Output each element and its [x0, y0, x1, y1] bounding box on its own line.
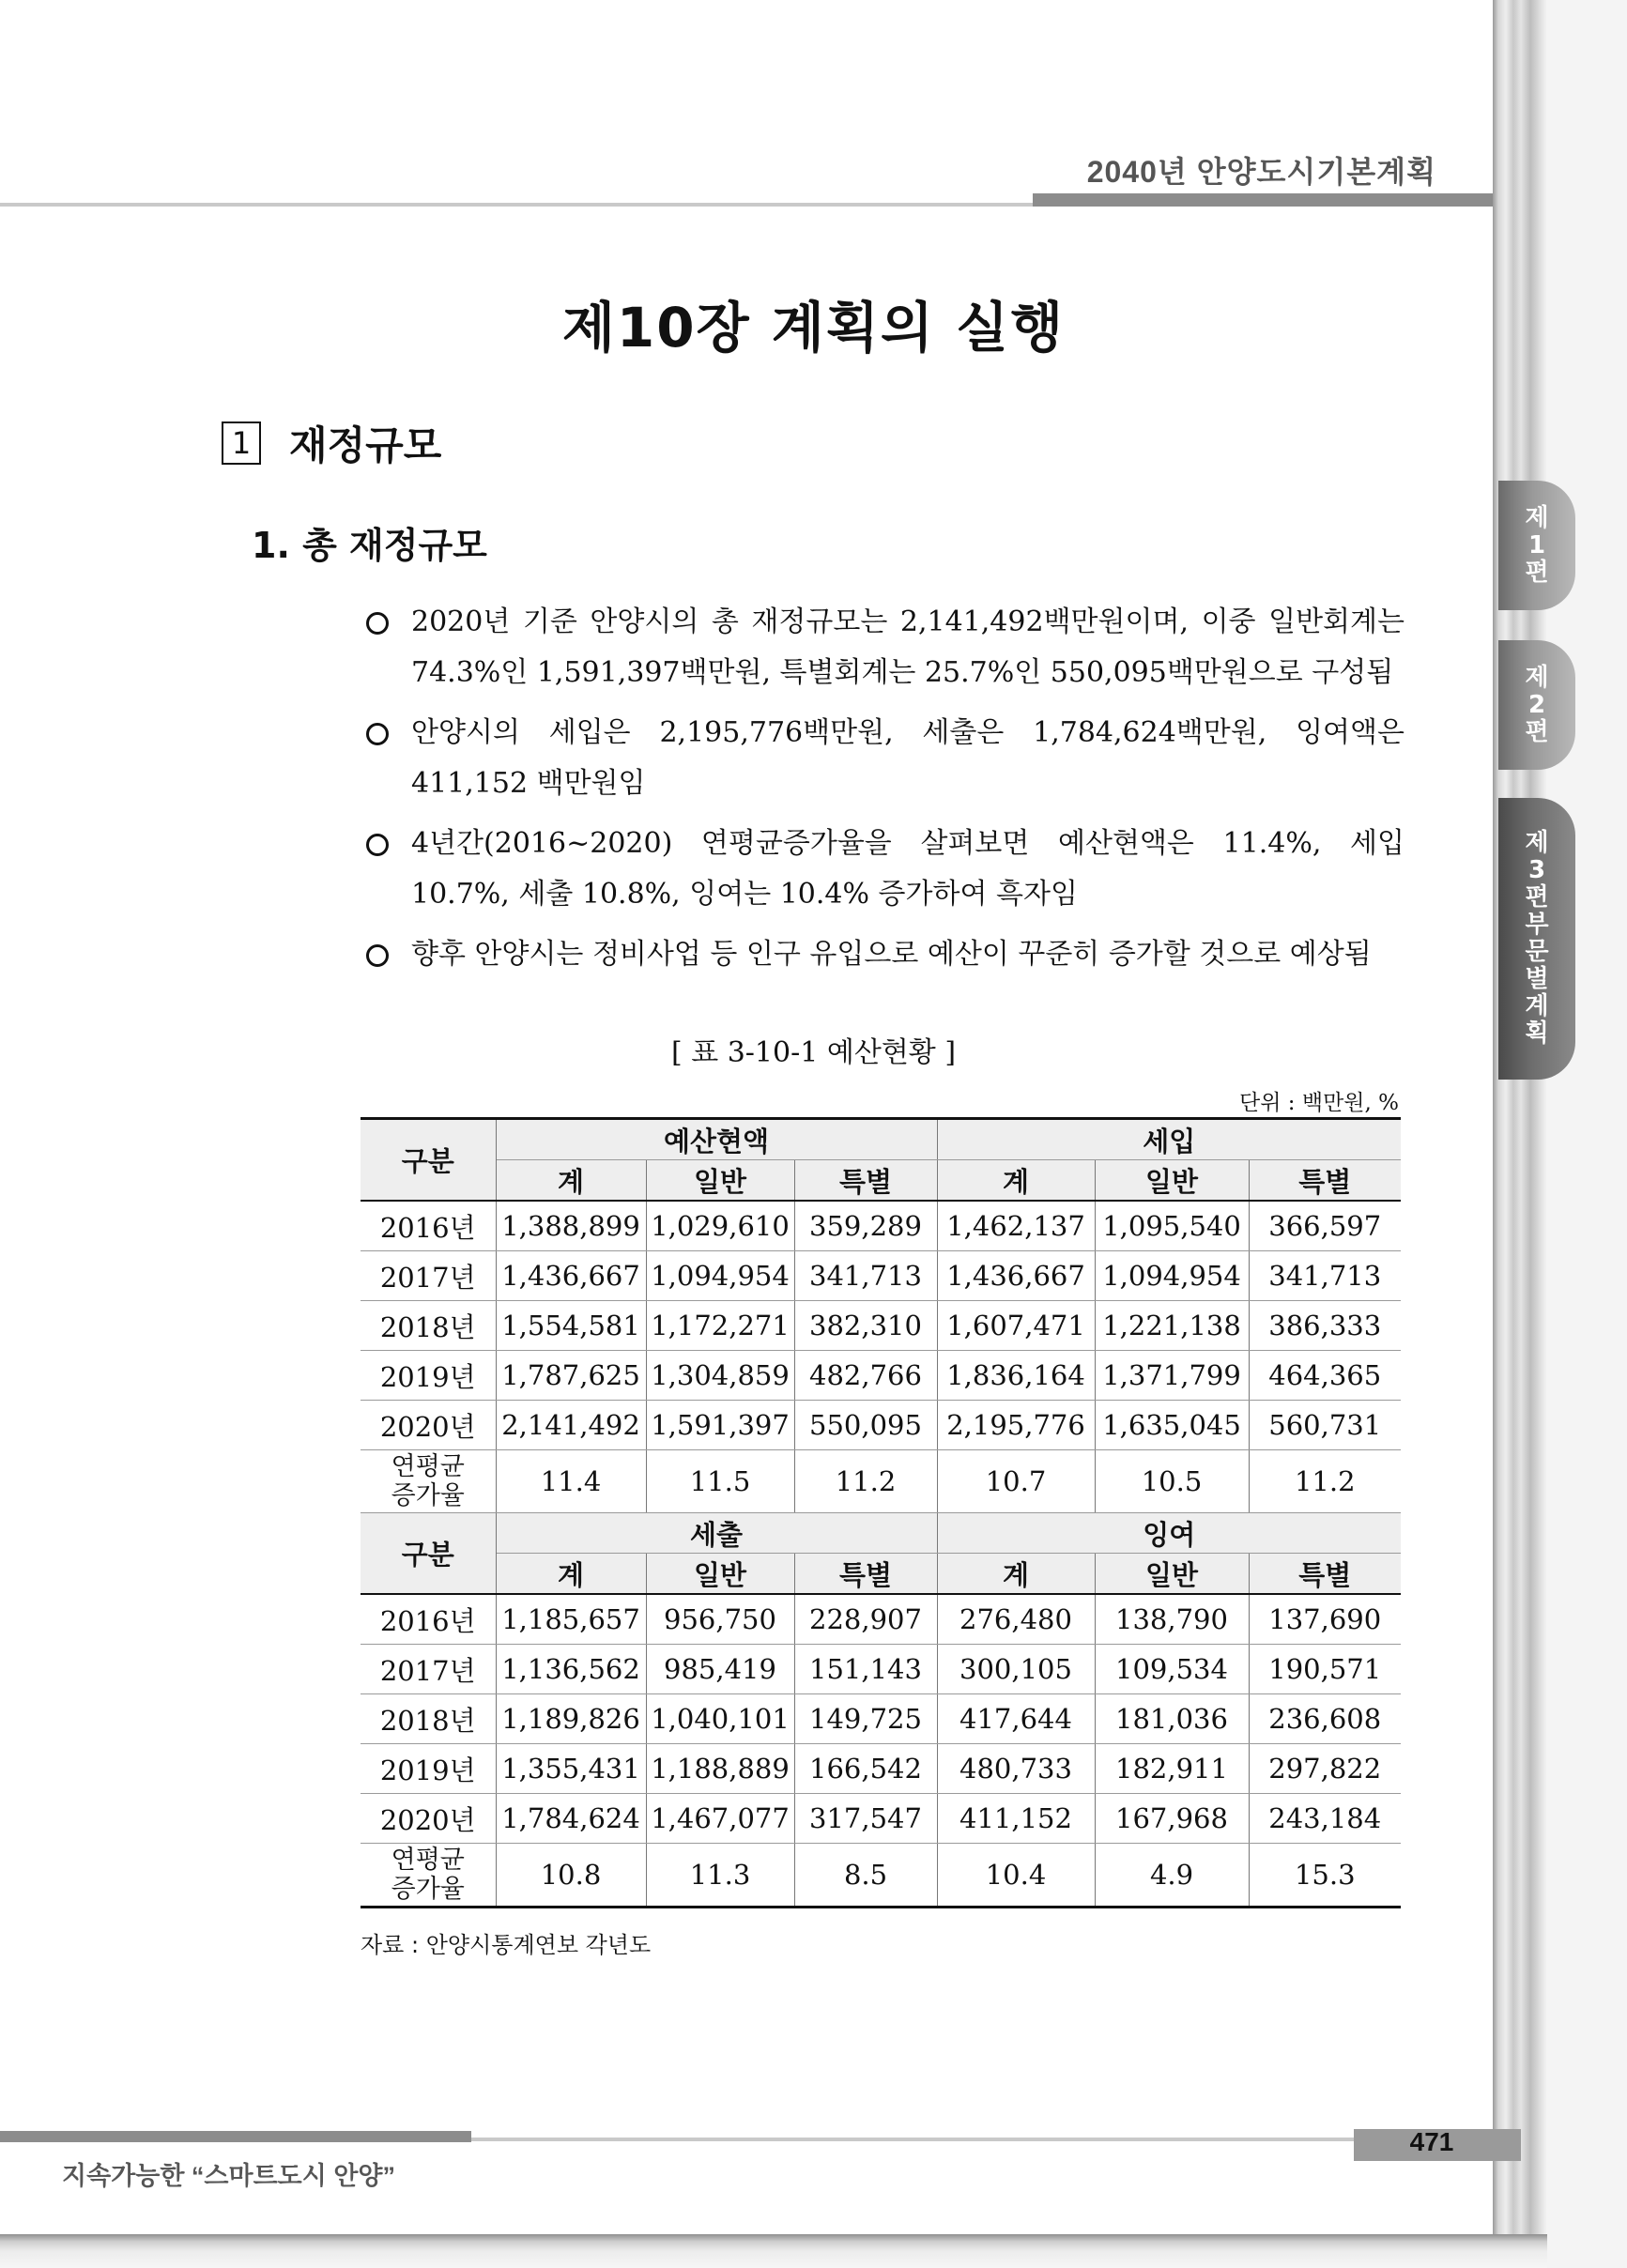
label-line: 증가율 — [391, 1481, 465, 1510]
table-cell: 10.4 — [937, 1844, 1095, 1908]
table-row — [361, 1694, 1401, 1744]
table-row — [361, 1401, 1401, 1450]
table-cell: 11.4 — [496, 1450, 646, 1513]
table-cell: 11.3 — [646, 1844, 794, 1908]
subheader-general: 일반 — [1095, 1554, 1249, 1595]
footer-rule — [471, 2138, 1354, 2141]
table-cell: 276,480 — [937, 1594, 1095, 1645]
row-label: 2016년 — [361, 1201, 496, 1251]
table-cell: 236,608 — [1249, 1694, 1401, 1744]
label-line: 연평균 — [391, 1846, 465, 1875]
label-line: 연평균 — [391, 1452, 465, 1481]
table-cell: 382,310 — [794, 1301, 937, 1351]
footer-title: 지속가능한 “스마트도시 안양” — [62, 2162, 395, 2190]
table-cell: 15.3 — [1249, 1844, 1401, 1908]
table-cell: 137,690 — [1249, 1594, 1401, 1645]
row-label: 2017년 — [361, 1645, 496, 1694]
bullet-item — [364, 597, 1404, 698]
table-cell: 10.5 — [1095, 1450, 1249, 1513]
row-label: 2018년 — [361, 1301, 496, 1351]
table-caption: [ 표 3-10-1 예산현황 ] — [670, 1036, 957, 1069]
table-cell: 560,731 — [1249, 1401, 1401, 1450]
table-cell: 1,185,657 — [496, 1594, 646, 1645]
row-label: 2020년 — [361, 1794, 496, 1844]
header-rule — [0, 203, 1033, 207]
table-cell: 1,371,799 — [1095, 1351, 1249, 1401]
page-number: 471 — [1409, 2127, 1454, 2156]
table-cell: 4.9 — [1095, 1844, 1249, 1908]
row-label: 2020년 — [361, 1401, 496, 1450]
side-tab-label: 제1편 — [1525, 503, 1549, 587]
table-cell: 386,333 — [1249, 1301, 1401, 1351]
side-tab-label: 제2편 — [1525, 663, 1549, 746]
side-tab-part-2[interactable] — [1498, 640, 1575, 770]
table-cell: 366,597 — [1249, 1201, 1401, 1251]
subheader-general: 일반 — [646, 1160, 794, 1202]
table-cell: 985,419 — [646, 1645, 794, 1694]
table-cell: 297,822 — [1249, 1744, 1401, 1794]
bullet-list — [364, 597, 1404, 989]
bullet-text: 향후 안양시는 정비사업 등 인구 유입으로 예산이 꾸준히 증가할 것으로 예상됨 — [411, 938, 1372, 971]
table-row — [361, 1251, 1401, 1301]
table-cell: 10.7 — [937, 1450, 1095, 1513]
row-header-cell: 구분 — [361, 1119, 496, 1202]
row-label: 2017년 — [361, 1251, 496, 1301]
side-tab-part-1[interactable] — [1498, 481, 1575, 610]
row-label: 2016년 — [361, 1594, 496, 1645]
subheader-special: 특별 — [794, 1160, 937, 1202]
table-row-average-growth — [361, 1450, 1401, 1513]
subheader-total: 계 — [937, 1160, 1095, 1202]
table-cell: 341,713 — [794, 1251, 937, 1301]
chapter-title: 제10장 계획의 실행 — [561, 296, 1066, 360]
subheader-special: 특별 — [794, 1554, 937, 1595]
table-cell: 1,188,889 — [646, 1744, 794, 1794]
table-cell: 181,036 — [1095, 1694, 1249, 1744]
table-cell: 1,467,077 — [646, 1794, 794, 1844]
table-cell: 151,143 — [794, 1645, 937, 1694]
budget-table — [361, 1117, 1401, 1908]
table-cell: 411,152 — [937, 1794, 1095, 1844]
group-header-expenditure: 세출 — [496, 1513, 937, 1554]
table-cell: 1,554,581 — [496, 1301, 646, 1351]
table-cell: 1,094,954 — [646, 1251, 794, 1301]
table-cell: 11.2 — [1249, 1450, 1401, 1513]
row-label: 2019년 — [361, 1744, 496, 1794]
group-header-revenue: 세입 — [937, 1119, 1401, 1160]
table-row — [361, 1794, 1401, 1844]
table-cell: 1,221,138 — [1095, 1301, 1249, 1351]
table-subheader-row — [361, 1160, 1401, 1202]
bullet-item — [364, 819, 1404, 920]
table-cell: 1,172,271 — [646, 1301, 794, 1351]
table-row — [361, 1594, 1401, 1645]
running-header-title: 2040년 안양도시기본계획 — [1086, 155, 1436, 189]
table-cell: 167,968 — [1095, 1794, 1249, 1844]
table-cell: 359,289 — [794, 1201, 937, 1251]
row-label: 2018년 — [361, 1694, 496, 1744]
table-cell: 317,547 — [794, 1794, 937, 1844]
side-tab-label: 제3편 부문별 계획 — [1525, 829, 1549, 1048]
subsection-title: 1. 총 재정규모 — [252, 525, 487, 566]
table-cell: 243,184 — [1249, 1794, 1401, 1844]
row-header-cell: 구분 — [361, 1513, 496, 1595]
table-cell: 1,591,397 — [646, 1401, 794, 1450]
table-cell: 1,635,045 — [1095, 1401, 1249, 1450]
table-row — [361, 1744, 1401, 1794]
table-cell: 1,094,954 — [1095, 1251, 1249, 1301]
table-cell: 166,542 — [794, 1744, 937, 1794]
table-row — [361, 1645, 1401, 1694]
circle-bullet-icon — [366, 723, 389, 745]
table-cell: 550,095 — [794, 1401, 937, 1450]
table-cell: 11.2 — [794, 1450, 937, 1513]
bullet-item — [364, 929, 1404, 980]
table-row — [361, 1201, 1401, 1251]
page-bottom-shadow — [0, 2234, 1547, 2268]
section-title: 재정규모 — [289, 422, 442, 468]
section-heading — [222, 415, 441, 471]
subheader-special: 특별 — [1249, 1160, 1401, 1202]
table-cell: 1,436,667 — [937, 1251, 1095, 1301]
bullet-text: 안양시의 세입은 2,195,776백만원, 세출은 1,784,624백만원, 잉여액은 411,152 백만원임 — [411, 716, 1404, 800]
subheader-special: 특별 — [1249, 1554, 1401, 1595]
table-header-row — [361, 1119, 1401, 1160]
table-cell: 149,725 — [794, 1694, 937, 1744]
table-cell: 480,733 — [937, 1744, 1095, 1794]
bullet-item — [364, 708, 1404, 809]
table-unit-note: 단위 : 백만원, % — [1239, 1091, 1399, 1115]
table-row — [361, 1351, 1401, 1401]
table-cell: 1,462,137 — [937, 1201, 1095, 1251]
bullet-text: 4년간(2016~2020) 연평균증가율을 살펴보면 예산현액은 11.4%, 세입 10.7%, 세출 10.8%, 잉여는 10.4% 증가하여 흑자임 — [411, 827, 1404, 911]
table-cell: 341,713 — [1249, 1251, 1401, 1301]
table-cell: 11.5 — [646, 1450, 794, 1513]
table-cell: 10.8 — [496, 1844, 646, 1908]
subheader-total: 계 — [496, 1554, 646, 1595]
table-cell: 482,766 — [794, 1351, 937, 1401]
group-header-surplus: 잉여 — [937, 1513, 1401, 1554]
table-cell: 1,355,431 — [496, 1744, 646, 1794]
circle-bullet-icon — [366, 944, 389, 967]
table-cell: 1,029,610 — [646, 1201, 794, 1251]
label-line: 증가율 — [391, 1875, 465, 1904]
table-cell: 956,750 — [646, 1594, 794, 1645]
circle-bullet-icon — [366, 834, 389, 856]
table-cell: 2,195,776 — [937, 1401, 1095, 1450]
table-cell: 109,534 — [1095, 1645, 1249, 1694]
table-cell: 1,784,624 — [496, 1794, 646, 1844]
table-subheader-row — [361, 1554, 1401, 1595]
group-header-budget: 예산현액 — [496, 1119, 937, 1160]
table-cell: 1,787,625 — [496, 1351, 646, 1401]
table-cell: 1,136,562 — [496, 1645, 646, 1694]
table-source-note: 자료 : 안양시통계연보 각년도 — [361, 1932, 652, 1958]
table-cell: 1,304,859 — [646, 1351, 794, 1401]
table-cell: 300,105 — [937, 1645, 1095, 1694]
table-cell: 417,644 — [937, 1694, 1095, 1744]
table-cell: 228,907 — [794, 1594, 937, 1645]
table-header-row — [361, 1513, 1401, 1554]
subheader-general: 일반 — [646, 1554, 794, 1595]
footer-rule-accent — [0, 2131, 471, 2142]
row-label-average-growth — [361, 1450, 496, 1513]
circle-bullet-icon — [366, 612, 389, 635]
table-cell: 138,790 — [1095, 1594, 1249, 1645]
row-label: 2019년 — [361, 1351, 496, 1401]
bullet-text: 2020년 기준 안양시의 총 재정규모는 2,141,492백만원이며, 이중 일반회계는 74.3%인 1,591,397백만원, 특별회계는 25.7%인 550,095백만원으로 구성됨 — [411, 605, 1404, 689]
table-cell: 1,607,471 — [937, 1301, 1095, 1351]
header-rule-accent — [1033, 193, 1493, 207]
section-number-box: 1 — [222, 421, 261, 465]
table-cell: 1,388,899 — [496, 1201, 646, 1251]
table-cell: 2,141,492 — [496, 1401, 646, 1450]
table-cell: 1,436,667 — [496, 1251, 646, 1301]
table-cell: 1,836,164 — [937, 1351, 1095, 1401]
table-cell: 1,040,101 — [646, 1694, 794, 1744]
row-label-average-growth — [361, 1844, 496, 1908]
table-cell: 190,571 — [1249, 1645, 1401, 1694]
table-row — [361, 1301, 1401, 1351]
table-cell: 464,365 — [1249, 1351, 1401, 1401]
subheader-general: 일반 — [1095, 1160, 1249, 1202]
table-cell: 8.5 — [794, 1844, 937, 1908]
table-cell: 182,911 — [1095, 1744, 1249, 1794]
subheader-total: 계 — [937, 1554, 1095, 1595]
table-row-average-growth — [361, 1844, 1401, 1908]
subheader-total: 계 — [496, 1160, 646, 1202]
table-cell: 1,189,826 — [496, 1694, 646, 1744]
table-cell: 1,095,540 — [1095, 1201, 1249, 1251]
